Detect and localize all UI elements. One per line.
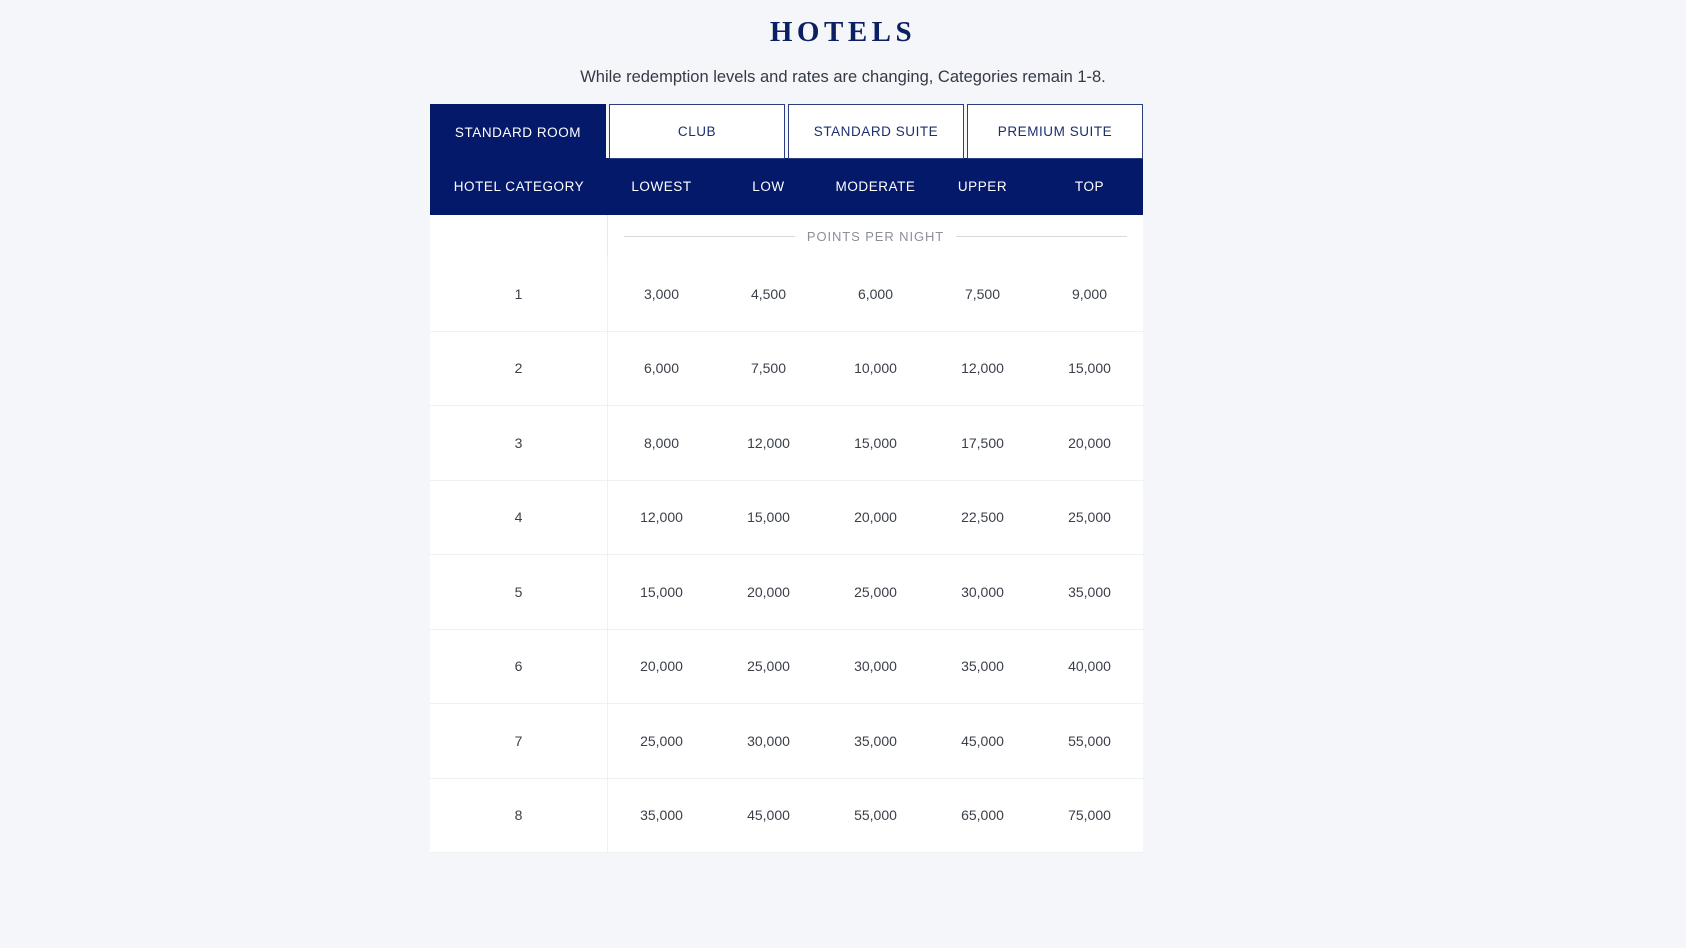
cell-top: 15,000 <box>1068 360 1111 377</box>
tab-club[interactable] <box>609 104 785 159</box>
cell-moderate: 30,000 <box>854 658 897 675</box>
column-header-top: TOP <box>1074 179 1105 194</box>
cell-top: 35,000 <box>1068 583 1111 600</box>
cell-upper: 12,000 <box>961 360 1004 377</box>
tab-label: CLUB <box>677 124 717 139</box>
cell-top: 20,000 <box>1068 434 1111 451</box>
cell-top: 9,000 <box>1071 285 1108 302</box>
cell-upper: 22,500 <box>961 509 1004 526</box>
cell-upper: 35,000 <box>961 658 1004 675</box>
cell-low: 12,000 <box>747 434 790 451</box>
cell-lowest: 15,000 <box>640 583 683 600</box>
cell-low: 15,000 <box>747 509 790 526</box>
tab-label: STANDARD ROOM <box>454 124 582 140</box>
cell-upper: 65,000 <box>961 807 1004 824</box>
cell-lowest: 6,000 <box>643 360 680 377</box>
tab-premium-suite[interactable] <box>967 104 1143 159</box>
cell-low: 25,000 <box>747 658 790 675</box>
cell-category: 2 <box>430 332 608 406</box>
cell-upper: 30,000 <box>961 583 1004 600</box>
table-row <box>430 481 1143 556</box>
table-row <box>430 555 1143 630</box>
page-header <box>0 0 1686 88</box>
divider-line-right <box>956 236 1127 237</box>
tab-standard-suite[interactable] <box>788 104 964 159</box>
cell-low: 4,500 <box>750 285 787 302</box>
cell-moderate: 6,000 <box>857 285 894 302</box>
tab-label: STANDARD SUITE <box>813 124 939 139</box>
cell-top: 25,000 <box>1068 509 1111 526</box>
table-row <box>430 406 1143 481</box>
cell-category: 3 <box>430 406 608 480</box>
cell-lowest: 3,000 <box>643 285 680 302</box>
column-header-hotel-category: HOTEL CATEGORY <box>453 179 585 194</box>
cell-category: 5 <box>430 555 608 629</box>
cell-top: 40,000 <box>1068 658 1111 675</box>
cell-category: 8 <box>430 779 608 853</box>
cell-lowest: 35,000 <box>640 807 683 824</box>
cell-upper: 45,000 <box>961 732 1004 749</box>
cell-lowest: 12,000 <box>640 509 683 526</box>
column-header-lowest: LOWEST <box>631 179 692 194</box>
cell-upper: 7,500 <box>964 285 1001 302</box>
tab-label: PREMIUM SUITE <box>997 124 1113 139</box>
page-title: HOTELS <box>769 16 917 48</box>
cell-lowest: 20,000 <box>640 658 683 675</box>
page-subtitle: While redemption levels and rates are changing, Categories remain 1-8. <box>580 68 1106 86</box>
cell-lowest: 8,000 <box>643 434 680 451</box>
cell-category: 6 <box>430 630 608 704</box>
table-row <box>430 257 1143 332</box>
cell-moderate: 10,000 <box>854 360 897 377</box>
table-row <box>430 779 1143 854</box>
cell-moderate: 35,000 <box>854 732 897 749</box>
cell-moderate: 55,000 <box>854 807 897 824</box>
tab-standard-room[interactable] <box>430 104 606 159</box>
points-per-night-band <box>430 215 1143 257</box>
column-header-upper: UPPER <box>957 179 1008 194</box>
cell-category: 4 <box>430 481 608 555</box>
points-per-night-divider <box>608 215 1143 257</box>
room-type-tablist <box>430 104 1143 159</box>
points-per-night-label: POINTS PER NIGHT <box>806 228 945 244</box>
column-header-low: LOW <box>752 179 785 194</box>
cell-category: 1 <box>430 257 608 331</box>
cell-moderate: 25,000 <box>854 583 897 600</box>
cell-top: 55,000 <box>1068 732 1111 749</box>
table-row <box>430 332 1143 407</box>
cell-top: 75,000 <box>1068 807 1111 824</box>
table-row <box>430 630 1143 705</box>
cell-upper: 17,500 <box>961 434 1004 451</box>
divider-line-left <box>624 236 795 237</box>
cell-lowest: 25,000 <box>640 732 683 749</box>
cell-moderate: 20,000 <box>854 509 897 526</box>
award-chart-table <box>430 104 1143 853</box>
column-header-moderate: MODERATE <box>835 179 916 194</box>
cell-low: 20,000 <box>747 583 790 600</box>
cell-low: 30,000 <box>747 732 790 749</box>
points-per-night-spacer <box>430 215 608 257</box>
cell-category: 7 <box>430 704 608 778</box>
cell-low: 45,000 <box>747 807 790 824</box>
cell-moderate: 15,000 <box>854 434 897 451</box>
table-header-row <box>430 158 1143 215</box>
table-row <box>430 704 1143 779</box>
cell-low: 7,500 <box>750 360 787 377</box>
